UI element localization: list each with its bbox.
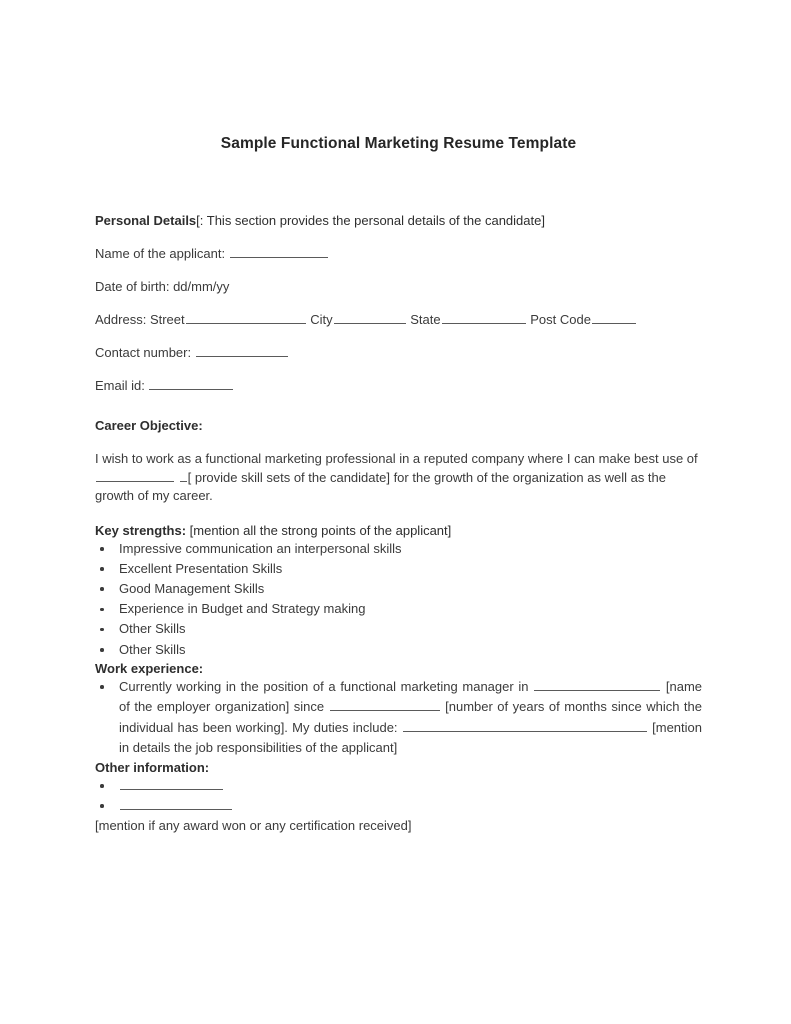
section-heading-career-objective: Career Objective:	[95, 418, 203, 433]
list-item	[95, 796, 702, 816]
since-date-blank[interactable]	[330, 699, 440, 711]
date-of-birth-value[interactable]: dd/mm/yy	[173, 279, 230, 294]
career-objective-skill-blank[interactable]	[96, 470, 174, 482]
section-heading-other-information: Other information:	[95, 759, 210, 775]
key-strengths-label: Key strengths:	[95, 522, 187, 538]
field-contact-number	[95, 344, 702, 361]
other-information-note: [mention if any award won or any certification received]	[95, 817, 412, 833]
career-objective-small-blank[interactable]	[180, 470, 187, 482]
list-item: Experience in Budget and Strategy making	[95, 599, 702, 619]
date-of-birth-label: Date of birth:	[95, 279, 170, 294]
address-label: Address:	[95, 312, 147, 327]
section-heading-work-experience: Work experience:	[95, 660, 204, 676]
career-objective-text	[95, 450, 702, 506]
list-item: Excellent Presentation Skills	[95, 559, 702, 579]
address-postcode-blank[interactable]	[592, 312, 636, 324]
work-entry-part3: [number of years of months since which the individual has been working]. My duties include:	[119, 699, 702, 735]
work-entry-part1: Currently working in the position of a functional marketing manager in	[119, 678, 529, 694]
list-item	[95, 677, 702, 759]
personal-details-note: [: This section provides the personal details of the candidate]	[196, 213, 545, 228]
key-strengths-note: [mention all the strong points of the applicant]	[189, 522, 452, 538]
employer-name-blank[interactable]	[534, 679, 660, 691]
email-id-blank[interactable]	[149, 378, 233, 390]
field-address	[95, 311, 702, 328]
duties-blank[interactable]	[403, 720, 647, 732]
career-objective-text-part2: [ provide skill sets of the candidate] for the growth of the organization as well as the growth of my career.	[95, 469, 667, 503]
address-street-blank[interactable]	[186, 312, 306, 324]
applicant-name-blank[interactable]	[230, 246, 328, 258]
address-city-label: City	[310, 312, 333, 327]
work-entry-part4: [mention in details the job responsibilities of the applicant]	[119, 719, 702, 756]
contact-number-blank[interactable]	[196, 345, 288, 357]
section-heading-key-strengths	[95, 522, 702, 539]
list-item: Impressive communication an interpersonal skills	[95, 539, 702, 559]
address-city-blank[interactable]	[334, 312, 406, 324]
list-item	[95, 776, 702, 796]
page-title: Sample Functional Marketing Resume Template	[220, 135, 577, 152]
address-postcode-label: Post Code	[530, 312, 591, 327]
key-strengths-list	[95, 539, 702, 660]
address-state-label: State	[410, 312, 441, 327]
other-information-list	[95, 776, 702, 816]
section-heading-personal-details	[95, 212, 702, 229]
document-body	[95, 0, 702, 834]
list-item: Other Skills	[95, 640, 702, 660]
other-information-blank-1[interactable]	[120, 778, 223, 790]
field-email-id	[95, 377, 702, 394]
field-applicant-name	[95, 245, 702, 262]
contact-number-label: Contact number:	[95, 345, 192, 360]
applicant-name-label: Name of the applicant:	[95, 246, 226, 261]
email-id-label: Email id:	[95, 378, 145, 393]
field-date-of-birth	[95, 278, 702, 295]
other-information-blank-2[interactable]	[120, 798, 232, 810]
address-street-label: Street	[149, 312, 185, 327]
work-experience-list	[95, 677, 702, 759]
list-item: Other Skills	[95, 619, 702, 639]
list-item: Good Management Skills	[95, 579, 702, 599]
work-entry-part2: [name of the employer organization] since	[119, 678, 703, 715]
career-objective-text-part1: I wish to work as a functional marketing professional in a reputed company where I can make best use of	[95, 451, 698, 466]
personal-details-label: Personal Details	[95, 213, 197, 228]
address-state-blank[interactable]	[442, 312, 526, 324]
